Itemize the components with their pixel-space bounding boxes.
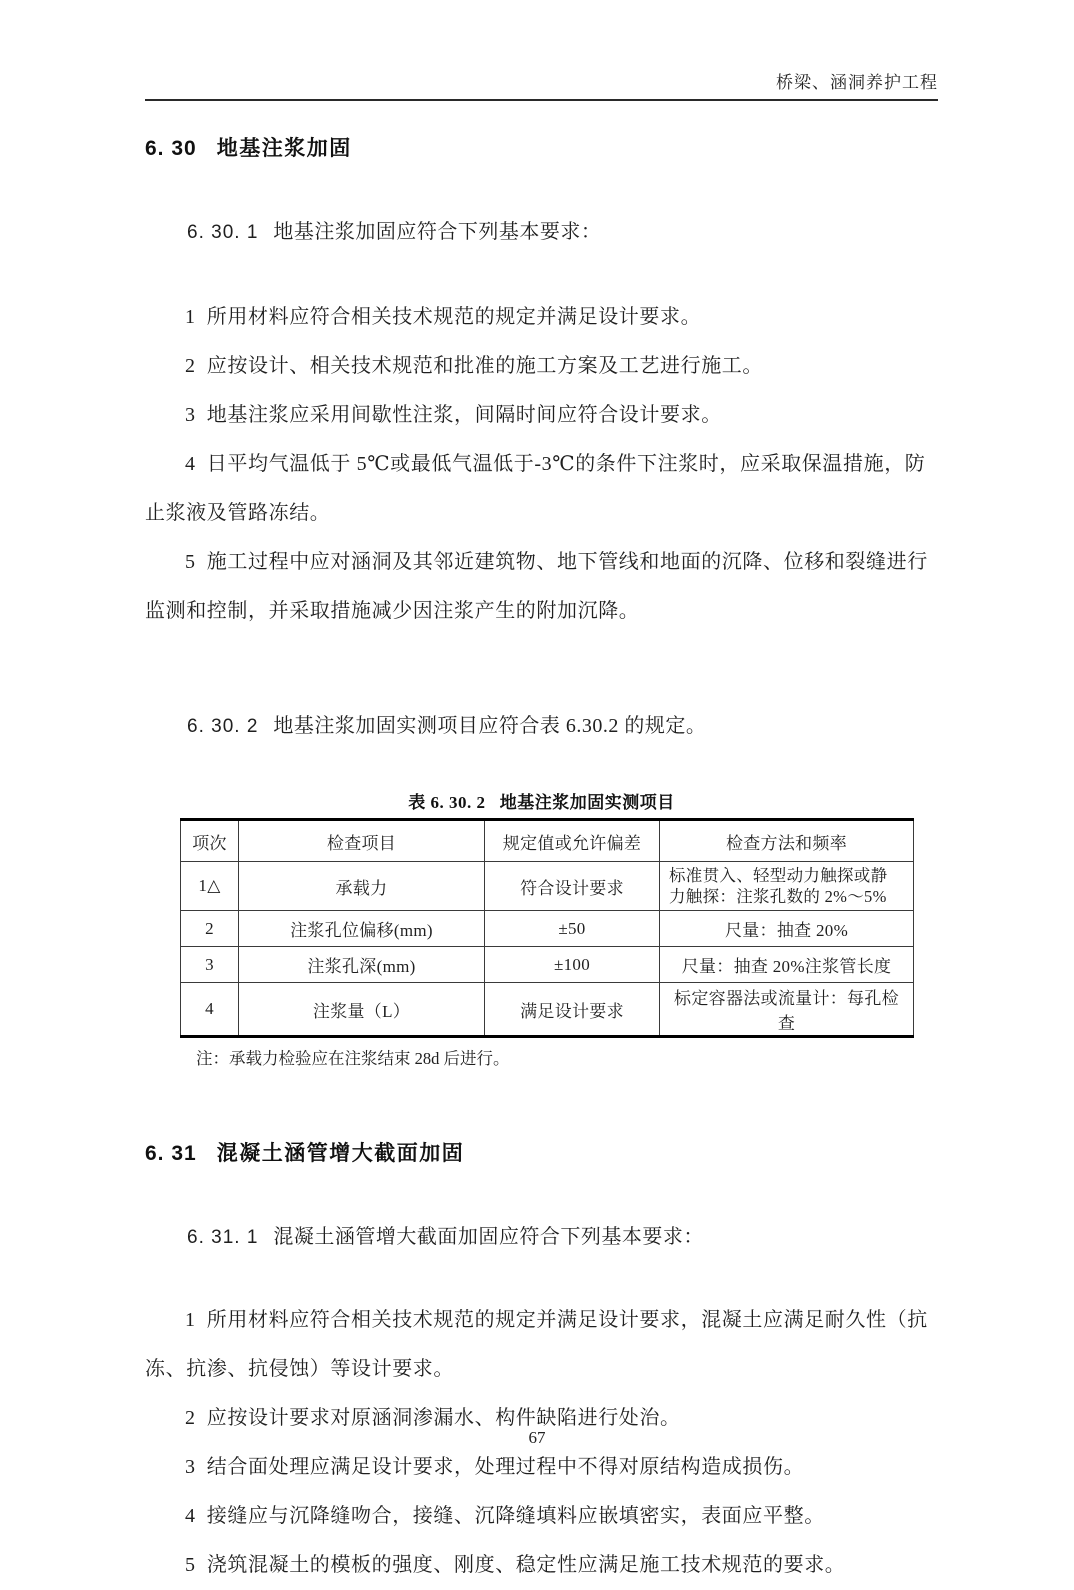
list-item: 1 所用材料应符合相关技术规范的规定并满足设计要求，混凝土应满足耐久性（抗冻、抗渗、抗侵蚀）等设计要求。 bbox=[145, 1309, 928, 1380]
section-number: 6. 31 bbox=[145, 1142, 197, 1165]
section-title: 混凝土涵管增大截面加固 bbox=[216, 1142, 465, 1165]
cell-item-no: 2 bbox=[181, 911, 239, 947]
running-head-text: 桥梁、涵洞养护工程 bbox=[776, 73, 938, 92]
clause-number: 6. 31. 1 bbox=[187, 1227, 259, 1248]
cell-tolerance: ±50 bbox=[485, 911, 660, 947]
cell-item-no: 1△ bbox=[181, 862, 239, 911]
cell-check-item: 注浆孔深(mm) bbox=[239, 947, 485, 983]
cell-item-no: 3 bbox=[181, 947, 239, 983]
list-item: 3 地基注浆应采用间歇性注浆，间隔时间应符合设计要求。 bbox=[185, 404, 722, 426]
clause-6-30-1-items bbox=[145, 293, 938, 636]
clause-number: 6. 30. 1 bbox=[187, 222, 259, 243]
header-rule bbox=[145, 99, 938, 101]
clause-number: 6. 30. 2 bbox=[187, 716, 259, 737]
cell-tolerance: 满足设计要求 bbox=[485, 983, 660, 1037]
section-number: 6. 30 bbox=[145, 137, 197, 160]
cell-check-item: 注浆孔位偏移(mm) bbox=[239, 911, 485, 947]
list-item: 4 接缝应与沉降缝吻合，接缝、沉降缝填料应嵌填密实，表面应平整。 bbox=[185, 1505, 825, 1527]
cell-check-item: 注浆量（L） bbox=[239, 983, 485, 1037]
list-item: 2 应按设计要求对原涵洞渗漏水、构件缺陷进行处治。 bbox=[185, 1407, 681, 1429]
table-header-row bbox=[181, 820, 914, 862]
table-row bbox=[181, 947, 914, 983]
section-title: 地基注浆加固 bbox=[216, 137, 352, 160]
table-title: 表 6. 30. 2 地基注浆加固实测项目 bbox=[408, 793, 675, 812]
list-item: 3 结合面处理应满足设计要求，处理过程中不得对原结构造成损伤。 bbox=[185, 1456, 805, 1478]
section-heading-6-30 bbox=[145, 135, 938, 163]
section-heading-6-31 bbox=[145, 1140, 938, 1168]
clause-6-31-1 bbox=[145, 1195, 938, 1280]
cell-tolerance: 符合设计要求 bbox=[485, 862, 660, 911]
table-row bbox=[181, 983, 914, 1037]
clause-6-30-2 bbox=[145, 684, 938, 769]
cell-tolerance: ±100 bbox=[485, 947, 660, 983]
col-header-tolerance: 规定值或允许偏差 bbox=[485, 820, 660, 862]
list-item: 4 日平均气温低于 5℃或最低气温低于-3℃的条件下注浆时，应采取保温措施，防止浆液及管路冻结。 bbox=[145, 453, 926, 524]
page-number: 67 bbox=[528, 1428, 546, 1447]
page-header bbox=[145, 0, 938, 99]
list-item: 5 施工过程中应对涵洞及其邻近建筑物、地下管线和地面的沉降、位移和裂缝进行监测和控制，并采取措施减少因注浆产生的附加沉降。 bbox=[145, 551, 928, 622]
table-row bbox=[181, 862, 914, 911]
col-header-method: 检查方法和频率 bbox=[660, 820, 914, 862]
col-header-check-item: 检查项目 bbox=[239, 820, 485, 862]
clause-text: 地基注浆加固应符合下列基本要求： bbox=[273, 221, 602, 243]
clause-text: 地基注浆加固实测项目应符合表 6.30.2 的规定。 bbox=[273, 715, 707, 737]
list-item: 1 所用材料应符合相关技术规范的规定并满足设计要求。 bbox=[185, 306, 702, 328]
table-note: 注：承载力检验应在注浆结束 28d 后进行。 bbox=[196, 1049, 510, 1068]
data-table-6-30-2 bbox=[180, 818, 914, 1038]
clause-text: 混凝土涵管增大截面加固应符合下列基本要求： bbox=[273, 1226, 704, 1248]
list-item: 2 应按设计、相关技术规范和批准的施工方案及工艺进行施工。 bbox=[185, 355, 763, 377]
col-header-item-no: 项次 bbox=[181, 820, 239, 862]
cell-method: 尺量：抽查 20% bbox=[660, 911, 914, 947]
clause-6-30-1 bbox=[145, 190, 938, 275]
cell-method: 标定容器法或流量计：每孔检查 bbox=[660, 983, 914, 1037]
table-row bbox=[181, 911, 914, 947]
list-item: 5 浇筑混凝土的模板的强度、刚度、稳定性应满足施工技术规范的要求。 bbox=[185, 1554, 846, 1576]
cell-check-item: 承载力 bbox=[239, 862, 485, 911]
cell-method: 尺量：抽查 20%注浆管长度 bbox=[660, 947, 914, 983]
cell-method: 标准贯入、轻型动力触探或静力触探：注浆孔数的 2%～5% bbox=[660, 862, 914, 911]
cell-item-no: 4 bbox=[181, 983, 239, 1037]
